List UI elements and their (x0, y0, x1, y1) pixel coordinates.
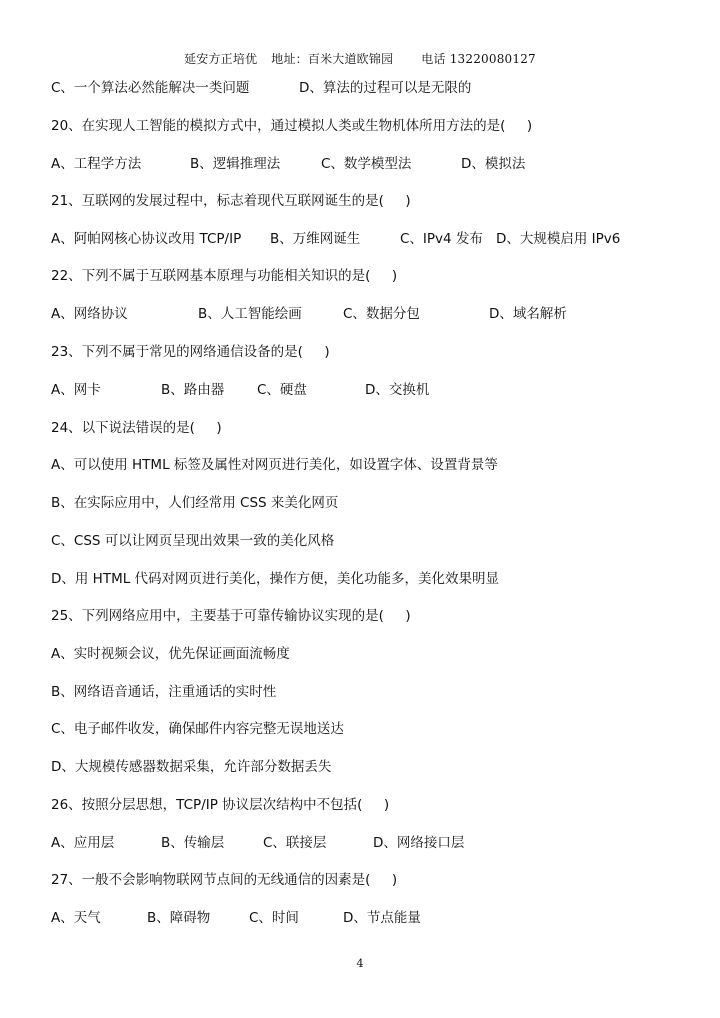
option-26-b: B、传输层 (161, 835, 225, 851)
option-24-a: A、可以使用 HTML 标签及属性对网页进行美化，如设置字体、设置背景等 (51, 457, 498, 473)
option-24-b: B、在实际应用中，人们经常用 CSS 来美化网页 (51, 495, 339, 511)
option-22-b: B、人工智能绘画 (198, 306, 302, 322)
option-26-d: D、网络接口层 (373, 835, 465, 851)
question-26-stem: 26、按照分层思想，TCP/IP 协议层次结构中不包括( ) (51, 797, 390, 813)
option-19-d: D、算法的过程可以是无限的 (299, 80, 472, 96)
option-21-a: A、阿帕网核心协议改用 TCP/IP (51, 231, 242, 247)
option-24-d: D、用 HTML 代码对网页进行美化，操作方便，美化功能多，美化效果明显 (51, 571, 500, 587)
option-27-c: C、时间 (249, 910, 299, 926)
option-22-a: A、网络协议 (51, 306, 128, 322)
question-23-stem: 23、下列不属于常见的网络通信设备的是( ) (51, 344, 330, 360)
option-27-d: D、节点能量 (343, 910, 421, 926)
question-24-stem: 24、以下说法错误的是( ) (51, 420, 222, 436)
option-20-a: A、工程学方法 (51, 156, 142, 172)
option-22-c: C、数据分包 (343, 306, 420, 322)
header-org: 延安方正培优 (184, 52, 258, 66)
option-20-b: B、逻辑推理法 (190, 156, 281, 172)
page-header (0, 50, 720, 67)
option-27-a: A、天气 (51, 910, 101, 926)
option-19-c: C、一个算法必然能解决一类问题 (51, 80, 250, 96)
page-number: 4 (356, 957, 364, 970)
option-27-b: B、障碍物 (147, 910, 211, 926)
option-20-d: D、模拟法 (461, 156, 526, 172)
question-21-stem: 21、互联网的发展过程中，标志着现代互联网诞生的是( ) (51, 193, 411, 209)
option-20-c: C、数学模型法 (321, 156, 412, 172)
header-phone: 电话 13220080127 (421, 52, 536, 66)
question-25-stem: 25、下列网络应用中，主要基于可靠传输协议实现的是( ) (51, 608, 411, 624)
option-21-d: D、大规模启用 IPv6 (496, 231, 621, 247)
option-24-c: C、CSS 可以让网页呈现出效果一致的美化风格 (51, 533, 335, 549)
option-25-a: A、实时视频会议，优先保证画面流畅度 (51, 646, 290, 662)
option-25-d: D、大规模传感器数据采集，允许部分数据丢失 (51, 759, 332, 775)
question-22-stem: 22、下列不属于互联网基本原理与功能相关知识的是( ) (51, 268, 398, 284)
option-25-b: B、网络语音通话，注重通话的实时性 (51, 684, 277, 700)
option-23-b: B、路由器 (161, 382, 225, 398)
option-23-a: A、网卡 (51, 382, 101, 398)
option-23-c: C、硬盘 (257, 382, 307, 398)
option-22-d: D、域名解析 (489, 306, 567, 322)
question-27-stem: 27、一般不会影响物联网节点间的无线通信的因素是( ) (51, 872, 398, 888)
option-26-c: C、联接层 (263, 835, 327, 851)
header-address: 地址：百米大道欧锦园 (271, 52, 394, 66)
question-20-stem: 20、在实现人工智能的模拟方式中，通过模拟人类或生物机体所用方法的是( ) (51, 118, 533, 134)
option-21-c: C、IPv4 发布 (400, 231, 483, 247)
option-25-c: C、电子邮件收发，确保邮件内容完整无误地送达 (51, 721, 344, 737)
option-21-b: B、万维网诞生 (270, 231, 361, 247)
option-26-a: A、应用层 (51, 835, 115, 851)
option-23-d: D、交换机 (365, 382, 430, 398)
